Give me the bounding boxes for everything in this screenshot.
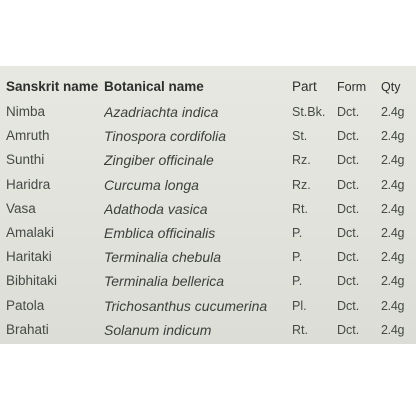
ingredient-rows — [6, 100, 412, 342]
cell-sanskrit-name: Amruth — [6, 128, 50, 144]
cell-qty: 2.4g — [381, 322, 405, 337]
cell-part: Rt. — [292, 201, 308, 216]
cell-part: St. — [292, 129, 308, 144]
cell-qty: 2.4g — [381, 250, 405, 265]
cell-qty: 2.4g — [381, 129, 405, 144]
cell-sanskrit-name: Nimba — [6, 104, 46, 119]
cell-form: Dct. — [337, 105, 360, 119]
cell-botanical-name: Emblica officinalis — [104, 225, 216, 242]
cell-qty: 2.4g — [381, 201, 405, 216]
cell-botanical-name: Terminalia chebula — [104, 249, 221, 266]
table-row — [6, 269, 412, 293]
cell-part: P. — [292, 274, 303, 289]
cell-botanical-name: Azadriachta indica — [104, 104, 219, 120]
cell-form: Dct. — [337, 274, 360, 289]
cell-botanical-name: Solanum indicum — [104, 321, 212, 338]
cell-botanical-name: Trichosanthus cucumerina — [104, 297, 268, 314]
cell-part: P. — [292, 226, 303, 241]
table-row — [6, 148, 412, 172]
header-form: Form — [337, 80, 367, 94]
cell-botanical-name: Curcuma longa — [104, 176, 199, 193]
cell-sanskrit-name: Amalaki — [6, 225, 55, 241]
table-row — [6, 221, 412, 245]
table-row — [6, 197, 412, 221]
cell-sanskrit-name: Haridra — [6, 176, 51, 192]
cell-part: P. — [292, 250, 303, 265]
cell-part: St.Bk. — [292, 105, 326, 119]
cell-form: Dct. — [337, 177, 360, 192]
cell-qty: 2.4g — [381, 105, 405, 119]
cell-botanical-name: Terminalia bellerica — [104, 273, 225, 290]
cell-botanical-name: Tinospora cordifolia — [104, 128, 227, 145]
header-part: Part — [292, 79, 317, 94]
header-botanical-name: Botanical name — [104, 79, 204, 94]
cell-qty: 2.4g — [381, 274, 405, 289]
table-row — [6, 318, 412, 342]
header-qty: Qty — [381, 80, 401, 94]
cell-qty: 2.4g — [381, 226, 405, 241]
ingredient-table — [6, 74, 412, 342]
cell-part: Rt. — [292, 322, 308, 337]
cell-form: Dct. — [337, 153, 360, 168]
table-row — [6, 100, 412, 124]
cell-form: Dct. — [337, 226, 360, 241]
cell-form: Dct. — [337, 298, 360, 313]
cell-botanical-name: Zingiber officinale — [104, 152, 214, 169]
cell-form: Dct. — [337, 250, 360, 265]
cell-qty: 2.4g — [381, 298, 405, 313]
cell-qty: 2.4g — [381, 153, 405, 168]
cell-sanskrit-name: Patola — [6, 297, 45, 313]
cell-form: Dct. — [337, 129, 360, 144]
cell-botanical-name: Adathoda vasica — [104, 200, 208, 217]
cell-part: Rz. — [292, 153, 311, 168]
cell-sanskrit-name: Brahati — [6, 321, 49, 337]
table-row — [6, 245, 412, 269]
table-header-row — [6, 74, 412, 100]
table-row — [6, 294, 412, 318]
cell-part: Pl. — [292, 298, 307, 313]
table-row — [6, 124, 412, 148]
cell-form: Dct. — [337, 201, 360, 216]
cell-sanskrit-name: Vasa — [6, 200, 36, 216]
cell-form: Dct. — [337, 322, 360, 337]
cell-sanskrit-name: Haritaki — [6, 249, 52, 265]
header-sanskrit-name: Sanskrit name — [6, 79, 99, 94]
cell-part: Rz. — [292, 177, 311, 192]
cell-sanskrit-name: Sunthi — [6, 152, 45, 168]
cell-qty: 2.4g — [381, 177, 405, 192]
cell-sanskrit-name: Bibhitaki — [6, 273, 58, 289]
table-row — [6, 173, 412, 197]
